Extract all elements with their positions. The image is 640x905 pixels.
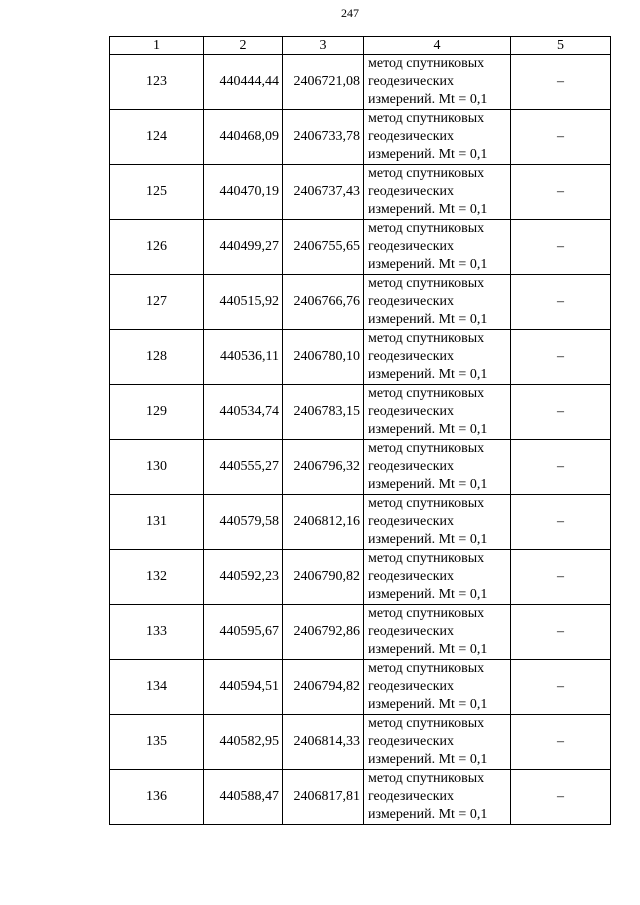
column-header: 3 — [283, 37, 364, 55]
table-row — [110, 55, 611, 110]
method-cell: метод спутниковых геодезических измерений. Mt = 0,1 — [364, 165, 511, 220]
point-number-cell: 130 — [110, 440, 204, 495]
x-coordinate-cell: 440592,23 — [204, 550, 283, 605]
point-number-cell: 124 — [110, 110, 204, 165]
method-cell: метод спутниковых геодезических измерений. Mt = 0,1 — [364, 275, 511, 330]
y-coordinate-cell: 2406766,76 — [283, 275, 364, 330]
table-row — [110, 220, 611, 275]
table-row — [110, 715, 611, 770]
table-row — [110, 770, 611, 825]
point-number-cell: 136 — [110, 770, 204, 825]
method-cell: метод спутниковых геодезических измерений. Mt = 0,1 — [364, 55, 511, 110]
point-number-cell: 127 — [110, 275, 204, 330]
method-cell: метод спутниковых геодезических измерений. Mt = 0,1 — [364, 385, 511, 440]
x-coordinate-cell: 440588,47 — [204, 770, 283, 825]
table-row — [110, 660, 611, 715]
table-row — [110, 165, 611, 220]
table-row — [110, 385, 611, 440]
method-cell: метод спутниковых геодезических измерений. Mt = 0,1 — [364, 110, 511, 165]
column-header: 5 — [511, 37, 611, 55]
note-cell: – — [511, 165, 611, 220]
x-coordinate-cell: 440515,92 — [204, 275, 283, 330]
note-cell: – — [511, 55, 611, 110]
note-cell: – — [511, 550, 611, 605]
x-coordinate-cell: 440595,67 — [204, 605, 283, 660]
header-row — [110, 37, 611, 55]
point-number-cell: 133 — [110, 605, 204, 660]
point-number-cell: 128 — [110, 330, 204, 385]
y-coordinate-cell: 2406796,32 — [283, 440, 364, 495]
x-coordinate-cell: 440594,51 — [204, 660, 283, 715]
column-header: 4 — [364, 37, 511, 55]
point-number-cell: 125 — [110, 165, 204, 220]
table-row — [110, 330, 611, 385]
y-coordinate-cell: 2406812,16 — [283, 495, 364, 550]
note-cell: – — [511, 275, 611, 330]
table-row — [110, 550, 611, 605]
note-cell: – — [511, 660, 611, 715]
point-number-cell: 131 — [110, 495, 204, 550]
note-cell: – — [511, 330, 611, 385]
note-cell: – — [511, 220, 611, 275]
y-coordinate-cell: 2406817,81 — [283, 770, 364, 825]
y-coordinate-cell: 2406814,33 — [283, 715, 364, 770]
y-coordinate-cell: 2406780,10 — [283, 330, 364, 385]
method-cell: метод спутниковых геодезических измерений. Mt = 0,1 — [364, 770, 511, 825]
point-number-cell: 129 — [110, 385, 204, 440]
method-cell: метод спутниковых геодезических измерений. Mt = 0,1 — [364, 550, 511, 605]
note-cell: – — [511, 605, 611, 660]
method-cell: метод спутниковых геодезических измерений. Mt = 0,1 — [364, 440, 511, 495]
point-number-cell: 126 — [110, 220, 204, 275]
x-coordinate-cell: 440536,11 — [204, 330, 283, 385]
note-cell: – — [511, 385, 611, 440]
coordinates-table — [109, 36, 611, 825]
table-row — [110, 605, 611, 660]
table-row — [110, 440, 611, 495]
note-cell: – — [511, 715, 611, 770]
point-number-cell: 123 — [110, 55, 204, 110]
x-coordinate-cell: 440579,58 — [204, 495, 283, 550]
method-cell: метод спутниковых геодезических измерений. Mt = 0,1 — [364, 330, 511, 385]
table-row — [110, 495, 611, 550]
method-cell: метод спутниковых геодезических измерений. Mt = 0,1 — [364, 605, 511, 660]
x-coordinate-cell: 440555,27 — [204, 440, 283, 495]
method-cell: метод спутниковых геодезических измерений. Mt = 0,1 — [364, 495, 511, 550]
y-coordinate-cell: 2406783,15 — [283, 385, 364, 440]
note-cell: – — [511, 495, 611, 550]
y-coordinate-cell: 2406721,08 — [283, 55, 364, 110]
x-coordinate-cell: 440582,95 — [204, 715, 283, 770]
x-coordinate-cell: 440470,19 — [204, 165, 283, 220]
y-coordinate-cell: 2406733,78 — [283, 110, 364, 165]
y-coordinate-cell: 2406792,86 — [283, 605, 364, 660]
y-coordinate-cell: 2406794,82 — [283, 660, 364, 715]
note-cell: – — [511, 440, 611, 495]
method-cell: метод спутниковых геодезических измерений. Mt = 0,1 — [364, 660, 511, 715]
x-coordinate-cell: 440534,74 — [204, 385, 283, 440]
x-coordinate-cell: 440468,09 — [204, 110, 283, 165]
note-cell: – — [511, 110, 611, 165]
method-cell: метод спутниковых геодезических измерений. Mt = 0,1 — [364, 715, 511, 770]
y-coordinate-cell: 2406790,82 — [283, 550, 364, 605]
y-coordinate-cell: 2406755,65 — [283, 220, 364, 275]
point-number-cell: 134 — [110, 660, 204, 715]
column-header: 2 — [204, 37, 283, 55]
method-cell: метод спутниковых геодезических измерений. Mt = 0,1 — [364, 220, 511, 275]
x-coordinate-cell: 440499,27 — [204, 220, 283, 275]
x-coordinate-cell: 440444,44 — [204, 55, 283, 110]
page-number: 247 — [341, 6, 359, 20]
y-coordinate-cell: 2406737,43 — [283, 165, 364, 220]
note-cell: – — [511, 770, 611, 825]
table-body — [110, 55, 611, 825]
table-row — [110, 275, 611, 330]
column-header: 1 — [110, 37, 204, 55]
point-number-cell: 132 — [110, 550, 204, 605]
table-row — [110, 110, 611, 165]
point-number-cell: 135 — [110, 715, 204, 770]
